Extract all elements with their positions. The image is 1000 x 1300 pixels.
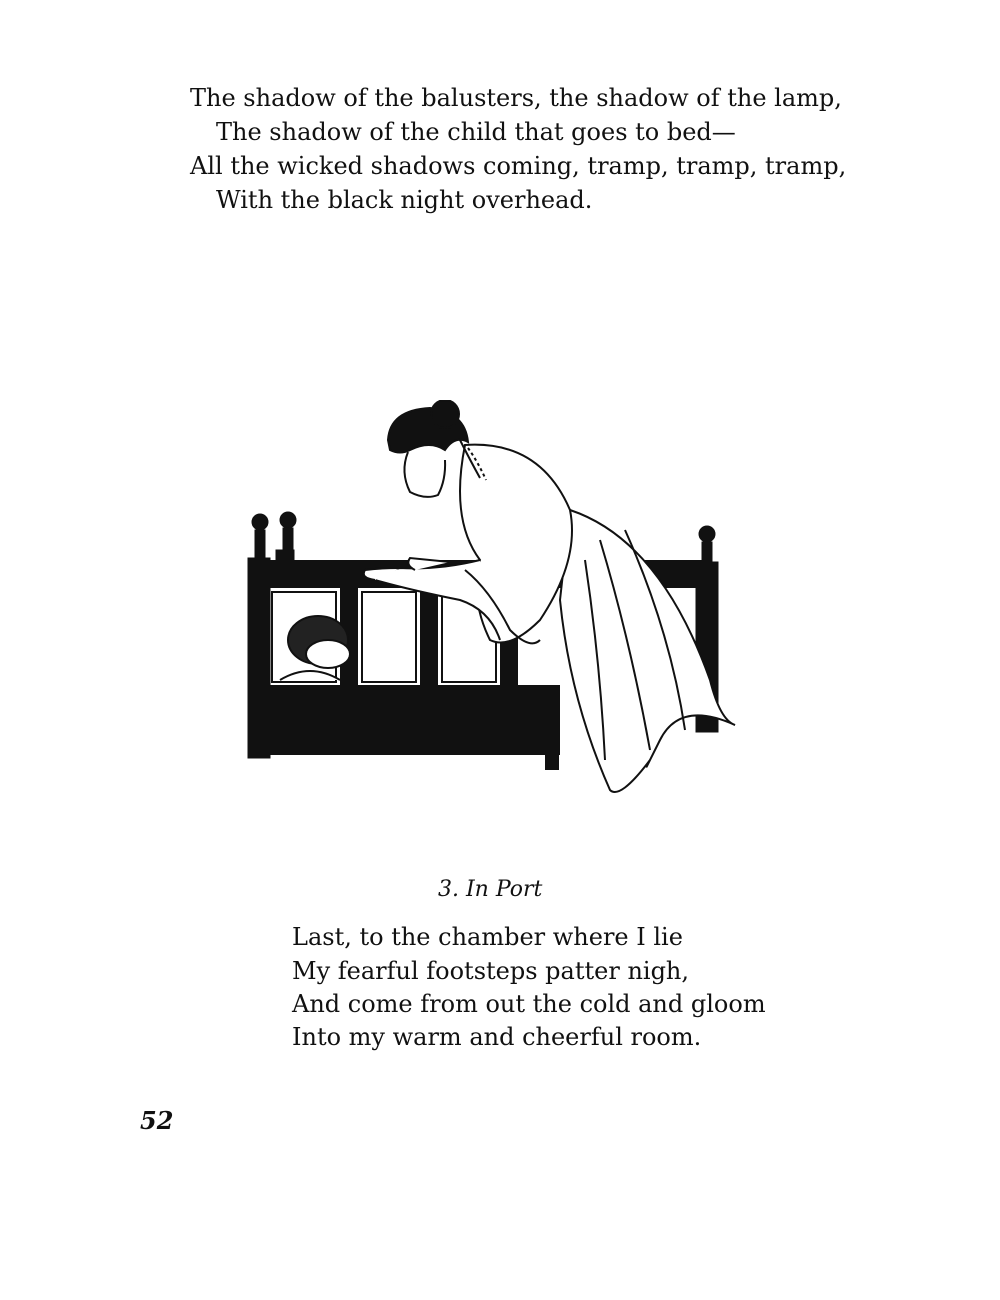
verse-line: With the black night overhead. (216, 186, 593, 214)
verse-line: And come from out the cold and gloom (292, 990, 766, 1018)
verse-line: All the wicked shadows coming, tramp, tramp, tramp, (190, 152, 847, 180)
crib-bottom-rail (260, 685, 560, 755)
section-heading: 3. In Port (438, 877, 543, 902)
verse-line: My fearful footsteps patter nigh, (292, 957, 690, 985)
verse-line: The shadow of the child that goes to bed— (216, 118, 736, 146)
verse-line: Last, to the chamber where I lie (292, 923, 683, 951)
mother-crib-illustration (240, 400, 740, 830)
verse-line: Into my warm and cheerful room. (292, 1023, 702, 1051)
verse-line: The shadow of the balusters, the shadow of the lamp, (190, 84, 842, 112)
page-number: 52 (140, 1106, 174, 1135)
